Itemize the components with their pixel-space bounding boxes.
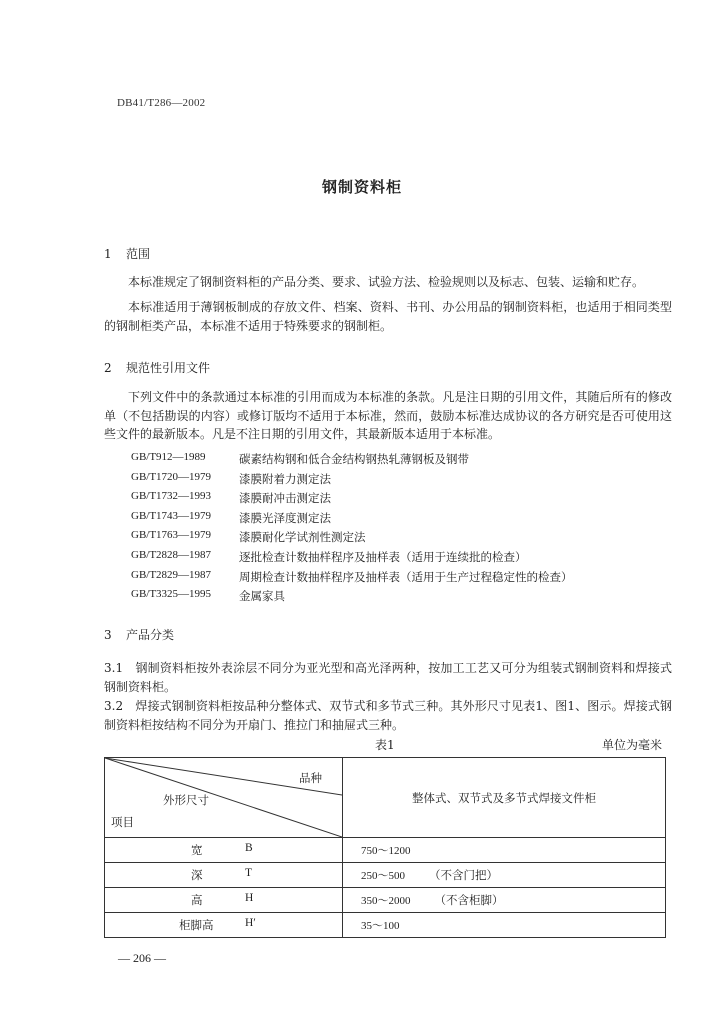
header-variety: 品种 — [299, 771, 322, 785]
header-dimension: 外形尺寸 — [163, 793, 209, 807]
row-value-cell — [343, 913, 666, 938]
section-heading-2 — [104, 359, 210, 376]
reference-list — [131, 451, 573, 608]
dimension-symbol: T — [245, 867, 253, 879]
reference-name: 漆膜耐化学试剂性测定法 — [239, 530, 366, 545]
dimension-value: 35～100 — [361, 920, 400, 932]
row-label-cell — [105, 838, 343, 863]
reference-code: GB/T1732—1993 — [131, 490, 212, 503]
reference-code: GB/T912—1989 — [131, 451, 206, 463]
reference-code: GB/T3325—1995 — [131, 588, 212, 601]
reference-code: GB/T1720—1979 — [131, 470, 212, 483]
row-value-cell — [343, 863, 666, 888]
dimension-symbol: H′ — [245, 917, 256, 929]
table-row — [105, 913, 666, 938]
reference-item — [131, 569, 573, 589]
dimension-symbol: B — [245, 842, 253, 854]
section-heading-3 — [104, 626, 174, 643]
row-label-cell — [105, 888, 343, 913]
reference-name: 碳素结构钢和低合金结构钢热轧薄钢板及钢带 — [239, 452, 469, 466]
dimension-name: 柜脚高 — [179, 918, 214, 932]
section-title: 产品分类 — [126, 628, 175, 642]
dimension-value: 350～2000 — [361, 895, 411, 907]
paragraph-1-2: 本标准适用于薄钢板制成的存放文件、档案、资料、书刊、办公用品的钢制资料柜，也适用于相同类型的钢制柜类产品，本标准不适用于特殊要求的钢制柜。 — [104, 300, 672, 333]
reference-code: GB/T1763—1979 — [131, 529, 212, 542]
header-right-cell — [343, 758, 666, 838]
reference-name: 金属家具 — [239, 589, 285, 604]
dimension-note: （不含门把） — [429, 868, 498, 882]
table-row — [105, 863, 666, 888]
dimension-name: 深 — [191, 868, 203, 882]
reference-code: GB/T1743—1979 — [131, 509, 212, 522]
dimension-name: 宽 — [191, 843, 203, 857]
table-header-row — [105, 758, 666, 838]
section-number: 3 — [104, 628, 112, 642]
section-number: 2 — [104, 361, 112, 375]
dimension-note: （不含柜脚） — [434, 893, 504, 907]
reference-name: 漆膜附着力测定法 — [239, 471, 331, 486]
reference-item — [131, 471, 573, 491]
paragraph-3-1: 3.1 钢制资料柜按外表涂层不同分为亚光型和高光泽两种，按加工工艺又可分为组装式钢制资料和焊接式钢制资料柜。 — [104, 661, 672, 694]
reference-name: 漆膜光泽度测定法 — [239, 510, 331, 525]
table-unit: 单位为毫米 — [601, 738, 662, 752]
reference-item — [131, 510, 573, 530]
reference-item — [131, 451, 573, 471]
paragraph-3-2: 3.2 焊接式钢制资料柜按品种分整体式、双节式和多节式三种。其外形尺寸见表1、图1、图示。焊接式钢制资料柜按结构不同分为开扇门、推拉门和抽屉式三种。 — [104, 699, 672, 732]
row-label-cell — [105, 913, 343, 938]
diagonal-header-cell — [105, 758, 343, 838]
table-row — [105, 888, 666, 913]
reference-item — [131, 490, 573, 510]
standard-number: DB41/T286—2002 — [117, 97, 206, 109]
section-title: 范围 — [126, 247, 151, 261]
dimension-value: 750～1200 — [361, 845, 411, 857]
header-item: 项目 — [111, 815, 134, 829]
row-label-cell — [105, 863, 343, 888]
reference-code: GB/T2829—1987 — [131, 568, 212, 581]
table-row — [105, 838, 666, 863]
dimensions-table — [104, 757, 666, 938]
dimension-value: 250～500 — [361, 870, 405, 882]
section-title: 规范性引用文件 — [126, 361, 211, 375]
reference-item — [131, 588, 573, 608]
row-value-cell — [343, 888, 666, 913]
header-product-type: 整体式、双节式及多节式焊接文件柜 — [412, 790, 596, 805]
reference-item — [131, 529, 573, 549]
page-number: — 206 — — [118, 951, 166, 965]
reference-item — [131, 549, 573, 569]
table-caption: 表1 — [375, 738, 395, 752]
dimension-symbol: H — [245, 892, 254, 904]
section-heading-1 — [104, 245, 150, 262]
section-number: 1 — [104, 247, 112, 261]
paragraph-1-1: 本标准规定了钢制资料柜的产品分类、要求、试验方法、检验规则以及标志、包装、运输和贮存。 — [128, 275, 645, 289]
row-value-cell — [343, 838, 666, 863]
paragraph-2-1: 下列文件中的条款通过本标准的引用而成为本标准的条款。凡是注日期的引用文件，其随后所有的修改单（不包括勘误的内容）或修订版均不适用于本标准，然而，鼓励本标准达成协议的各方研究是否可使用这些文件的最新版本。凡是不注日期的引用文件，其最新版本适用于本标准。 — [104, 390, 672, 441]
reference-name: 逐批检查计数抽样程序及抽样表（适用于连续批的检查） — [239, 549, 527, 564]
dimension-name: 高 — [191, 893, 203, 907]
reference-code: GB/T2828—1987 — [131, 548, 212, 561]
page-title: 钢制资料柜 — [321, 178, 402, 196]
reference-name: 漆膜耐冲击测定法 — [239, 491, 331, 506]
reference-name: 周期检查计数抽样程序及抽样表（适用于生产过程稳定性的检查） — [239, 569, 573, 584]
